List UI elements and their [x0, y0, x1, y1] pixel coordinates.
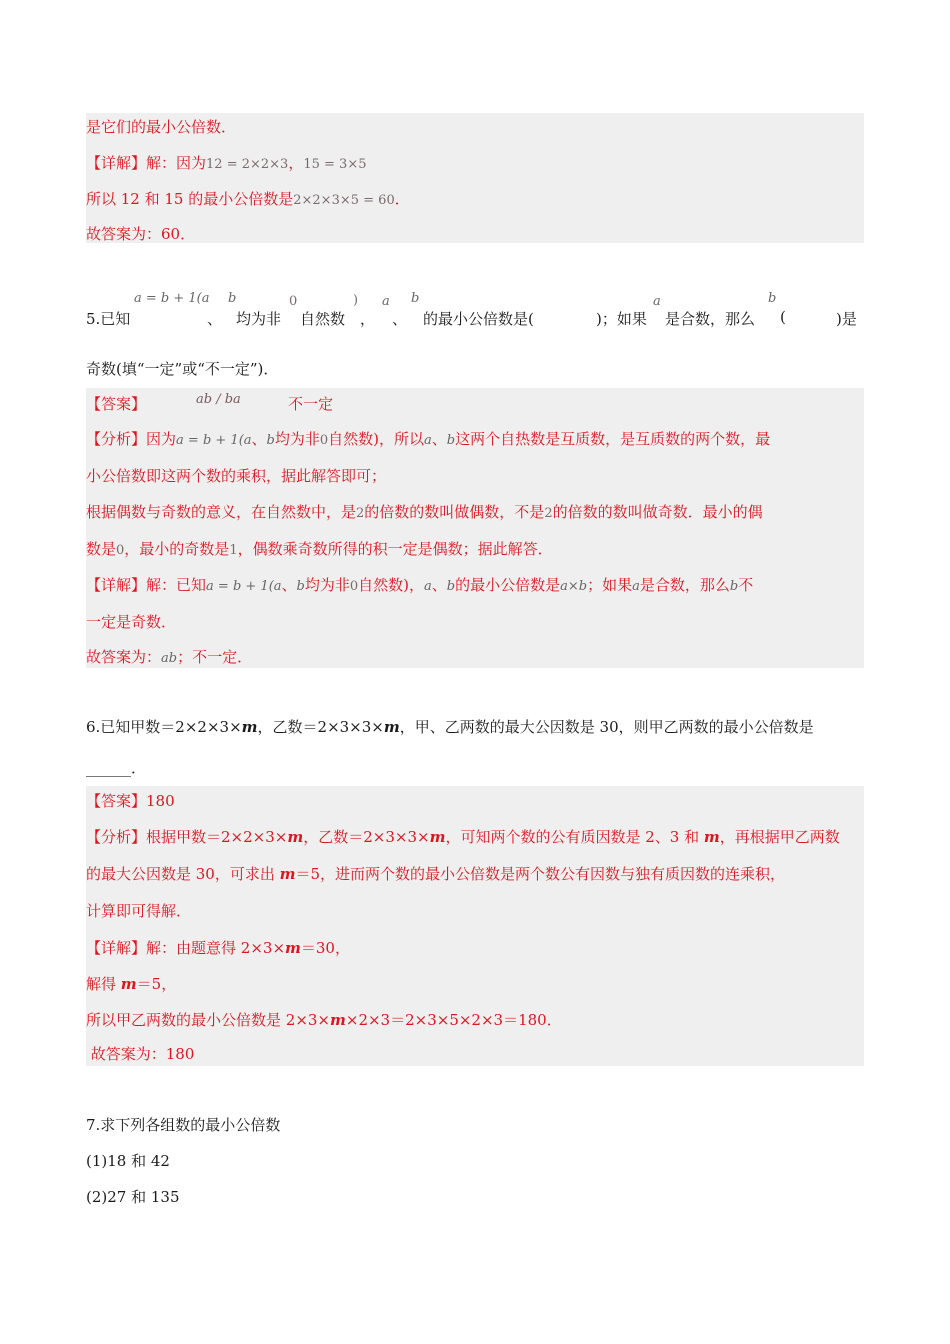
q5-d1-m3: 0	[349, 579, 359, 594]
q5-formula-b3: b	[768, 291, 777, 306]
q5-junwei: 均为非	[236, 310, 282, 328]
q5-d1-mid4: 、	[431, 576, 447, 594]
q5-a4-m2: 1	[229, 543, 238, 558]
q5-d1-mid6: ；如果	[587, 576, 633, 594]
q6-d2-m: m	[120, 975, 137, 993]
q5-analysis-tag: 【分析】	[86, 430, 147, 448]
q6-a1-m3: m	[703, 828, 720, 846]
q6-a1-end: ，再根据甲乙两数	[719, 828, 840, 846]
q5-d1-m4: a	[424, 579, 432, 594]
q5-d1-m1: a = b + 1(a	[206, 579, 282, 594]
q6-detail-tag: 【详解】	[86, 939, 147, 957]
q6-stem-mid: ，乙数＝2×3×3×	[257, 718, 384, 736]
q5-close1: )；如果	[596, 310, 647, 328]
q5-analysis-line4	[86, 539, 553, 561]
q5-detail-line2: 一定是奇数．	[86, 613, 177, 631]
q6-a1-mid2: ，可知两个数的公有质因数是 2、3 和	[445, 828, 700, 846]
q6-d2-pre: 解得	[86, 975, 117, 993]
q5-a1-math5: b	[446, 433, 456, 448]
q5-a4-mid: ，最小的奇数是	[124, 540, 230, 558]
q5-d1-m5: b	[446, 579, 456, 594]
q5-d1-m6: a×b	[560, 579, 588, 594]
q5-number: 5.已知	[86, 310, 131, 328]
q4-sep: ，	[288, 154, 304, 172]
q5-d1-mid2: 均为非	[304, 576, 350, 594]
q5-a1-mid3: 自然数)，所以	[328, 430, 425, 448]
q4-formula-lcm: 2×2×3×5 = 60	[293, 193, 395, 208]
q5-detail-tag: 【详解】	[86, 576, 147, 594]
q6-detail-line3	[86, 1010, 562, 1030]
q5-analysis-line2: 小公倍数即这两个数的乘积，据此解答即可；	[86, 467, 387, 485]
q5-lcm-text: 的最小公倍数是(	[423, 310, 534, 328]
q6-analysis-line3: 计算即可得解．	[86, 902, 192, 920]
q6-a1-mid: ，乙数＝2×3×3×	[303, 828, 430, 846]
q4-detail-text: 解：因为	[146, 154, 207, 172]
q5-d1-mid5: 的最小公倍数是	[455, 576, 561, 594]
q5-a3-m2: 2	[544, 506, 553, 521]
q5-formula-b: b	[228, 291, 237, 306]
q7-part2: (2)27 和 135	[86, 1188, 180, 1206]
q5-dun1: 、	[207, 310, 223, 328]
q4-lcm-text: 所以 12 和 15 的最小公倍数是	[86, 190, 294, 208]
q5-a1-math1: a = b + 1(a	[176, 433, 252, 448]
q4-answer: 故答案为：60．	[86, 225, 196, 243]
q7-part1: (1)18 和 42	[86, 1152, 170, 1170]
q6-answer-tag: 【答案】	[86, 792, 147, 810]
q5-dun2: 、	[392, 310, 408, 328]
q6-d3-pre: 所以甲乙两数的最小公倍数是 2×3×	[86, 1011, 330, 1029]
q5-d1-m2: b	[296, 579, 305, 594]
q5-d1-mid7: 是合数，那么	[639, 576, 730, 594]
q6-var-m: m	[241, 718, 258, 736]
q5-a3-m1: 2	[356, 506, 365, 521]
q5-a1-math2: b	[266, 433, 275, 448]
q6-a2-m: m	[279, 865, 296, 883]
q6-d1-pre: 解：由题意得 2×3×	[146, 939, 286, 957]
q5-answer-line	[86, 647, 252, 669]
q5-analysis-line1	[86, 429, 770, 451]
q6-detail-line2	[86, 974, 176, 994]
q5-close2: )是	[836, 310, 857, 328]
q5-formula-b2: b	[411, 291, 420, 306]
q5-comma: ，	[360, 310, 376, 328]
q6-answer-line	[86, 791, 175, 811]
q5-a1-math4: a	[424, 433, 432, 448]
q4-formula-12: 12 = 2×2×3	[206, 157, 289, 172]
q6-d1-end: ＝30，	[300, 939, 350, 957]
q5-ans-end: ；不一定．	[177, 648, 253, 666]
q5-formula-a2: a	[382, 294, 390, 309]
q5-ans-pre: 故答案为：	[86, 648, 162, 666]
q5-a4-pre: 数是	[86, 540, 117, 558]
q6-a1-pre: 根据甲数＝2×2×3×	[146, 828, 288, 846]
q4-lcm-line	[86, 189, 410, 211]
q5-a3-mid: 的倍数的数叫做偶数，不是	[364, 503, 545, 521]
q5-a1-mid2: 均为非	[274, 430, 320, 448]
q5-ziran: 自然数	[300, 310, 346, 328]
q5-a1-math3: 0	[319, 433, 329, 448]
q6-answer-final: 故答案为：180	[86, 1045, 195, 1063]
q6-analysis-line1	[86, 827, 840, 847]
q5-analysis-line3	[86, 502, 763, 524]
q5-formula-a3: a	[653, 294, 661, 309]
q6-analysis-tag: 【分析】	[86, 828, 147, 846]
q5-paren: )	[353, 293, 359, 308]
q6-a1-m2: m	[429, 828, 446, 846]
q5-d1-mid3: 自然数)，	[358, 576, 425, 594]
q6-a1-m1: m	[287, 828, 304, 846]
q6-d3-end: ×2×3＝2×3×5×2×3＝180．	[345, 1011, 562, 1029]
q6-answer: 180	[146, 792, 175, 810]
q5-a3-end: 的倍数的数叫做奇数．最小的偶	[552, 503, 763, 521]
q4-detail-line	[86, 153, 367, 175]
q5-a1-pre: 因为	[146, 430, 177, 448]
q4-continuation: 是它们的最小公倍数．	[86, 118, 237, 136]
q5-d1-m7: a	[632, 579, 640, 594]
q5-detail-line1	[86, 575, 753, 597]
q5-open2: (	[780, 308, 786, 326]
q4-lcm-end: ．	[394, 190, 410, 208]
q6-d3-m: m	[330, 1011, 346, 1029]
q4-formula-15: 15 = 3×5	[303, 157, 367, 172]
q6-analysis-line2	[86, 864, 785, 884]
q5-heshu: 是合数，那么	[665, 310, 756, 328]
q5-d1-m8: b	[729, 579, 739, 594]
q6-a2-pre: 的最大公因数是 30，可求出	[86, 865, 275, 883]
q6-stem-pre: 6.已知甲数＝2×2×3×	[86, 718, 242, 736]
q6-blank: ______．	[86, 759, 147, 777]
q6-stem	[86, 717, 814, 737]
q5-d1-end: 不	[738, 576, 754, 594]
q5-formula-a: a = b + 1(a	[134, 291, 210, 306]
q5-answer-math: ab / ba	[196, 392, 241, 407]
q6-d2-end: ＝5，	[136, 975, 177, 993]
q5-stem-line2: 奇数(填“一定”或“不一定”)．	[86, 360, 279, 378]
q4-detail-tag: 【详解】	[86, 154, 147, 172]
q5-a1-mid: 、	[251, 430, 267, 448]
q5-d1-pre: 解：已知	[146, 576, 207, 594]
q5-a1-mid4: 、	[431, 430, 447, 448]
q6-a2-end: ＝5，进而两个数的最小公倍数是两个数公有因数与独有质因数的连乘积，	[295, 865, 786, 883]
q5-a4-end: ，偶数乘奇数所得的积一定是偶数；据此解答．	[237, 540, 553, 558]
q6-var-m2: m	[383, 718, 400, 736]
q7-stem: 7.求下列各组数的最小公倍数	[86, 1116, 281, 1134]
q5-answer-tag: 【答案】	[86, 395, 147, 413]
q5-d1-mid: 、	[281, 576, 297, 594]
q6-stem-end: ，甲、乙两数的最大公因数是 30，则甲乙两数的最小公倍数是	[399, 718, 814, 736]
q5-a1-end: 这两个自热数是互质数，是互质数的两个数，最	[455, 430, 771, 448]
q6-d1-m: m	[285, 939, 301, 957]
q5-answer-text: 不一定	[288, 395, 334, 413]
q6-detail-line1	[86, 938, 350, 958]
q5-a3-pre: 根据偶数与奇数的意义，在自然数中，是	[86, 503, 357, 521]
q5-ans-math: ab	[161, 651, 178, 666]
q5-a4-m1: 0	[116, 543, 125, 558]
q5-formula-0: 0	[289, 294, 298, 309]
